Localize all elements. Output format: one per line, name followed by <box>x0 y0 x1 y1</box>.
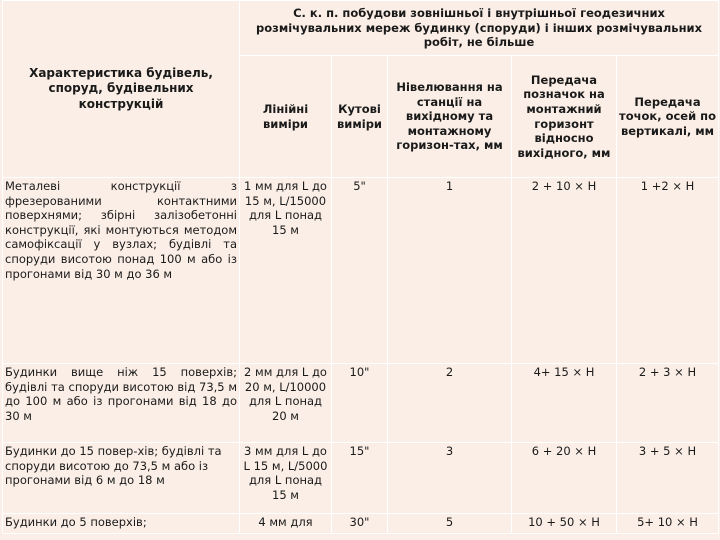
header-axes-transfer: Передача точок, осей по вертикалі, мм <box>617 56 719 178</box>
header-angular: Кутові виміри <box>332 56 388 178</box>
header-elevation-transfer: Передача позначок на монтажний горизонт відносно вихідного, мм <box>512 56 617 178</box>
row-angular: 10" <box>332 364 388 443</box>
table-row <box>3 514 719 534</box>
row-elevation: 10 + 50 × H <box>512 514 617 534</box>
tolerance-table <box>2 0 719 534</box>
row-linear: 3 мм для L до L 15 м, L/5000 для L понад 15 м <box>240 443 332 514</box>
row-leveling: 1 <box>388 178 512 364</box>
row-elevation: 6 + 20 × H <box>512 443 617 514</box>
row-axes: 2 + 3 × H <box>617 364 719 443</box>
row-angular: 30" <box>332 514 388 534</box>
row-linear: 1 мм для L до 15 м, L/15000 для L понад 15 м <box>240 178 332 364</box>
row-axes: 1 +2 × H <box>617 178 719 364</box>
row-elevation: 4+ 15 × H <box>512 364 617 443</box>
header-linear: Лінійні виміри <box>240 56 332 178</box>
header-leveling: Нівелювання на станції на вихідному та монтажному горизон-тах, мм <box>388 56 512 178</box>
row-leveling: 5 <box>388 514 512 534</box>
table-row <box>3 178 719 364</box>
row-angular: 5" <box>332 178 388 364</box>
row-angular: 15" <box>332 443 388 514</box>
row-leveling: 2 <box>388 364 512 443</box>
row-axes: 5+ 10 × H <box>617 514 719 534</box>
table-row <box>3 443 719 514</box>
row-linear: 4 мм для <box>240 514 332 534</box>
row-linear: 2 мм для L до 20 м, L/10000 для L понад 20 м <box>240 364 332 443</box>
row-elevation: 2 + 10 × H <box>512 178 617 364</box>
row-characteristic: Будинки вище ніж 15 поверхів; будівлі та споруди висотою від 73,5 м до 100 м або із прогонами від 18 до 30 м <box>3 364 240 443</box>
row-axes: 3 + 5 × H <box>617 443 719 514</box>
row-leveling: 3 <box>388 443 512 514</box>
table-row <box>3 364 719 443</box>
row-characteristic: Металеві конструкції з фрезерованими контактними поверхнями; збірні залізобетонні конструкції, які монтуються методом самофіксації у вузлах; будівлі та споруди висотою понад 100 м або із прогонами від 30 м до 36 м <box>3 178 240 364</box>
row-characteristic: Будинки до 5 поверхів; <box>3 514 240 534</box>
row-characteristic: Будинки до 15 повер-хів; будівлі та споруди висотою до 73,5 м або із прогонами від 6 м до 18 м <box>3 443 240 514</box>
header-characteristic: Характеристика будівель, споруд, будівельних конструкцій <box>3 1 240 178</box>
header-group-title: С. к. п. побудови зовнішньої і внутрішньої геодезичних розмічувальних мереж будинку (споруди) і інших розмічувальних робіт, не більше <box>240 1 719 56</box>
header-row-1 <box>3 1 719 56</box>
